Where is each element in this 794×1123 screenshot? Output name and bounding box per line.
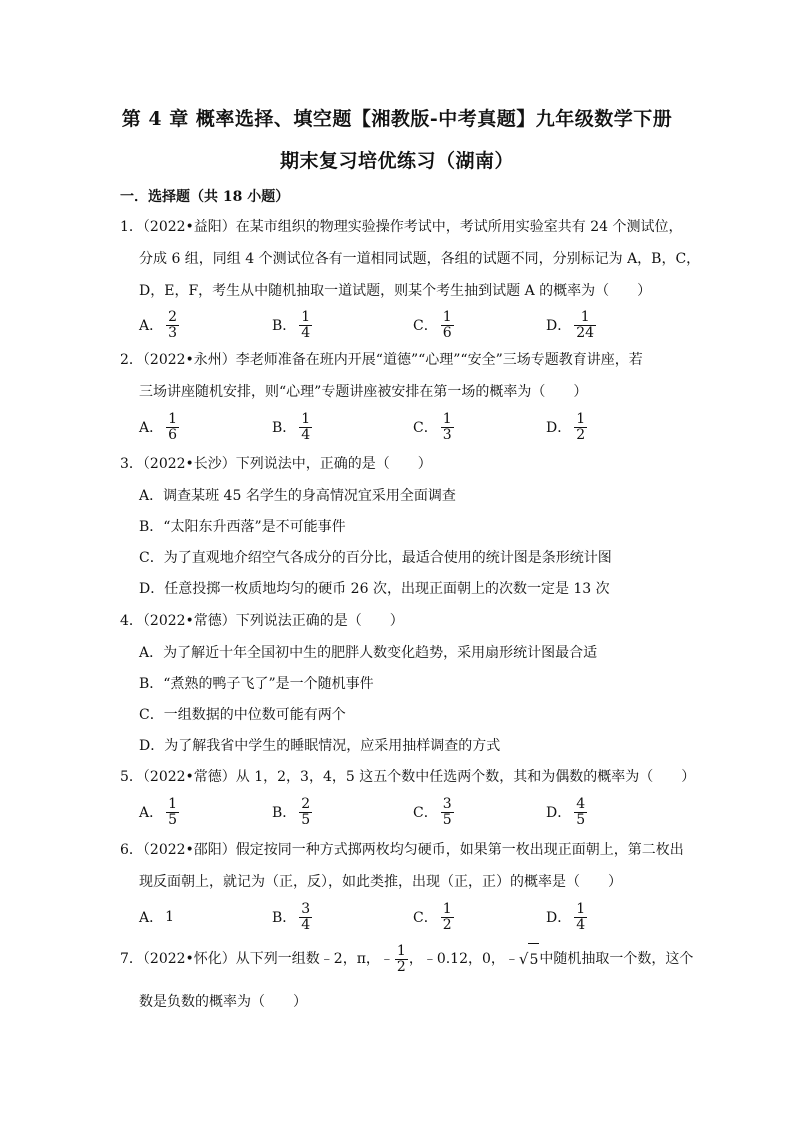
option-d: D． $\frac{1}{24}$	[546, 308, 595, 341]
option-d: D． $\frac{1}{2}$	[546, 410, 586, 443]
option-c: C． $\frac{3}{5}$	[413, 795, 452, 828]
choice-c: C．一组数据的中位数可能有两个	[139, 707, 346, 723]
question-3	[120, 448, 680, 480]
question-text-line: 7．（2022•怀化）从下列一组数﹣2，π，﹣ $\frac{1}{2}$ ，﹣0.12，0，﹣ √ 5 中随机抽取一个数，这个	[120, 942, 694, 975]
page-title-line2: 期末复习培优练习（湖南）	[279, 150, 514, 172]
question-text-line: 三场讲座随机安排，则“心理”专题讲座被安排在第一场的概率为（ ）	[139, 384, 588, 400]
question-text-line: 2．（2022•永州）李老师准备在班内开展“道德”“心理”“安全”三场专题教育讲座，若	[120, 352, 643, 368]
option-a: A． $\frac{1}{6}$	[139, 410, 178, 443]
question-text-line: 6．（2022•邵阳）假定按同一种方式掷两枚均匀硬币，如果第一枚出现正面朝上，第二枚出	[120, 842, 684, 858]
section-heading: 一．选择题（共 18 小题）	[120, 189, 290, 205]
option-a: A． $\frac{1}{5}$	[139, 795, 178, 828]
question-5-options	[139, 792, 679, 832]
question-text-line: 1．（2022•益阳）在某市组织的物理实验操作考试中，考试所用实验室共有 24 个测试位，	[120, 219, 683, 235]
question-text-line: 现反面朝上，就记为（正，反），如此类推，出现（正，正）的概率是（ ）	[139, 874, 622, 890]
question-4-choices	[139, 638, 699, 762]
question-2	[120, 344, 680, 408]
question-4	[120, 605, 680, 637]
choice-d: D．任意投掷一枚质地均匀的硬币 26 次，出现正面朝上的次数一定是 13 次	[139, 581, 610, 597]
option-c: C． $\frac{1}{3}$	[413, 410, 452, 443]
choice-b: B．“太阳东升西落”是不可能事件	[139, 519, 346, 535]
question-2-options	[139, 407, 679, 447]
choice-d: D．为了解我省中学生的睡眠情况，应采用抽样调查的方式	[139, 738, 501, 754]
question-text-line: 分成 6 组，同组 4 个测试位各有一道相同试题，各组的试题不同，分别标记为 A，B，C，	[139, 251, 701, 267]
choice-b: B．“煮熟的鸭子飞了”是一个随机事件	[139, 676, 374, 692]
question-1	[120, 211, 701, 307]
option-b: B． $\frac{1}{4}$	[272, 410, 311, 443]
question-text-line: 5．（2022•常德）从 1，2，3，4，5 这五个数中任选两个数，其和为偶数的概率为（ ）	[120, 769, 696, 785]
question-text-line: 4．（2022•常德）下列说法正确的是（ ）	[120, 613, 404, 629]
option-c: C． $\frac{1}{2}$	[413, 900, 452, 933]
option-a: A． $\frac{2}{3}$	[139, 308, 178, 341]
question-3-choices	[139, 481, 699, 605]
question-text-line: 数是负数的概率为（ ）	[139, 994, 307, 1010]
choice-a: A．调查某班 45 名学生的身高情况宜采用全面调查	[139, 488, 456, 504]
option-b: B． $\frac{2}{5}$	[272, 795, 311, 828]
page-title-line1: 第 4 章 概率选择、填空题【湘教版-中考真题】九年级数学下册	[121, 108, 673, 130]
option-a: A． 1	[139, 909, 175, 926]
question-5	[120, 761, 696, 793]
option-b: B． $\frac{3}{4}$	[272, 900, 311, 933]
sqrt-sign: √	[518, 950, 529, 968]
fraction: $\frac{1}{2}$	[396, 942, 406, 975]
choice-a: A．为了解近十年全国初中生的肥胖人数变化趋势，采用扇形统计图最合适	[139, 645, 598, 661]
question-1-options	[139, 305, 679, 345]
option-b: B． $\frac{1}{4}$	[272, 308, 311, 341]
option-d: D． $\frac{4}{5}$	[546, 795, 586, 828]
question-6	[120, 834, 684, 898]
choice-c: C．为了直观地介绍空气各成分的百分比，最适合使用的统计图是条形统计图	[139, 550, 612, 566]
option-d: D． $\frac{1}{4}$	[546, 900, 586, 933]
option-c: C． $\frac{1}{6}$	[413, 308, 452, 341]
question-6-options	[139, 897, 679, 937]
question-text-line: 3．（2022•长沙）下列说法中，正确的是（ ）	[120, 456, 432, 472]
question-7	[120, 942, 694, 1018]
question-text-line: D，E，F，考生从中随机抽取一道试题，则某个考生抽到试题 A 的概率为（ ）	[139, 283, 652, 299]
